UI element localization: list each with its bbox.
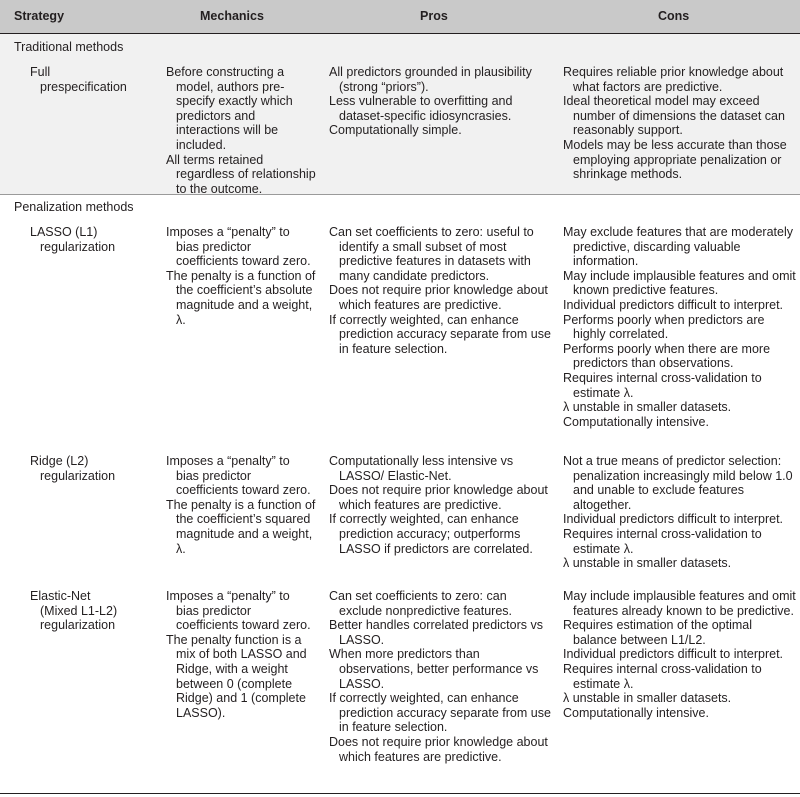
header-mechanics: Mechanics xyxy=(200,9,264,23)
cons-item: Requires internal cross-validation to estimate λ. xyxy=(563,526,762,556)
mechanics-cell xyxy=(166,589,316,720)
cons-item: May exclude features that are moderately predictive, discarding valuable information. xyxy=(563,225,793,269)
mechanics-cell xyxy=(166,454,316,556)
cons-item: Requires internal cross-validation to estimate λ. xyxy=(563,370,762,400)
mechanics-item: The penalty is a function of the coefficient’s squared magnitude and a weight, λ. xyxy=(166,497,316,556)
strategy-line: prespecification xyxy=(40,79,127,94)
mechanics-item: Imposes a “penalty” to bias predictor coefficients toward zero. xyxy=(166,589,311,633)
cons-item: Ideal theoretical model may exceed number of dimensions the dataset can reasonably support. xyxy=(563,94,785,138)
cons-item: Performs poorly when there are more predictors than observations. xyxy=(563,341,771,371)
strategy-cell xyxy=(30,589,155,633)
section-divider xyxy=(0,194,800,195)
pros-item: Better handles correlated predictors vs LASSO. xyxy=(329,618,543,647)
mechanics-item: Imposes a “penalty” to bias predictor coefficients toward zero. xyxy=(166,454,311,498)
strategy-line: regularization xyxy=(40,468,116,483)
mechanics-item: All terms retained regardless of relationship to the outcome. xyxy=(166,152,316,196)
cons-item: Individual predictors difficult to interpret. xyxy=(563,297,784,312)
cons-cell xyxy=(563,454,799,571)
strategy-cell xyxy=(30,454,155,483)
cons-item: Requires internal cross-validation to estimate λ. xyxy=(563,661,762,691)
header-pros: Pros xyxy=(420,9,448,23)
strategy-cell xyxy=(30,65,155,94)
header-cons: Cons xyxy=(658,9,690,23)
cons-item: Not a true means of predictor selection: penalization increasingly mild below 1.0 and unable to exclude features altogether. xyxy=(563,454,793,512)
pros-item: Can set coefficients to zero: useful to identify a small subset of most predictive features in datasets with many candidate predictors. xyxy=(329,225,534,283)
strategy-line: (Mixed L1-L2) xyxy=(40,603,118,618)
cons-cell xyxy=(563,225,799,429)
cons-item: Computationally intensive. xyxy=(563,414,709,429)
cons-item: Computationally intensive. xyxy=(563,705,709,720)
section-title-penalization: Penalization methods xyxy=(14,200,134,214)
pros-item: Less vulnerable to overfitting and dataset-specific idiosyncrasies. xyxy=(329,94,513,123)
table-bottom-rule xyxy=(0,793,800,794)
cons-item: May include implausible features and omit features already known to be predictive. xyxy=(563,589,796,618)
pros-item: If correctly weighted, can enhance prediction accuracy separate from use in feature selection. xyxy=(329,691,551,735)
section-title-traditional: Traditional methods xyxy=(14,40,124,54)
cons-item: Models may be less accurate than those employing appropriate penalization or shrinkage methods. xyxy=(563,137,787,182)
pros-item: Computationally less intensive vs LASSO/ Elastic-Net. xyxy=(329,454,514,483)
table-header xyxy=(0,0,800,34)
pros-item: When more predictors than observations, better performance vs LASSO. xyxy=(329,647,539,691)
cons-item: Performs poorly when predictors are highly correlated. xyxy=(563,312,765,342)
header-strategy: Strategy xyxy=(14,9,65,23)
cons-cell xyxy=(563,589,799,720)
cons-item: Requires reliable prior knowledge about what factors are predictive. xyxy=(563,65,784,94)
mechanics-cell xyxy=(166,65,316,196)
strategy-line: LASSO (L1) xyxy=(30,225,98,239)
pros-item: Computationally simple. xyxy=(329,123,462,138)
cons-item: May include implausible features and omit known predictive features. xyxy=(563,268,796,298)
strategy-line: regularization xyxy=(40,618,116,633)
mechanics-item: Imposes a “penalty” to bias predictor coefficients toward zero. xyxy=(166,225,311,269)
pros-item: Can set coefficients to zero: can exclude nonpredictive features. xyxy=(329,589,513,618)
pros-item: If correctly weighted, can enhance prediction accuracy; outperforms LASSO if predictors are correlated. xyxy=(329,512,533,556)
strategy-line: Full xyxy=(30,65,51,79)
strategy-cell xyxy=(30,225,155,254)
cons-item: λ unstable in smaller datasets. xyxy=(563,556,732,571)
cons-item: Requires estimation of the optimal balance between L1/L2. xyxy=(563,618,752,647)
mechanics-item: The penalty function is a mix of both LASSO and Ridge, with a weight between 0 (complete Ridge) and 1 (complete LASSO). xyxy=(166,632,307,720)
pros-cell xyxy=(329,65,551,138)
pros-item: Does not require prior knowledge about which features are predictive. xyxy=(329,734,548,764)
pros-item: Does not require prior knowledge about which features are predictive. xyxy=(329,283,548,312)
cons-item: λ unstable in smaller datasets. xyxy=(563,400,732,415)
pros-item: Does not require prior knowledge about which features are predictive. xyxy=(329,483,548,512)
cons-item: Individual predictors difficult to interpret. xyxy=(563,647,784,662)
cons-item: Individual predictors difficult to interpret. xyxy=(563,512,784,527)
strategy-line: regularization xyxy=(40,239,116,254)
mechanics-cell xyxy=(166,225,316,327)
pros-cell xyxy=(329,225,551,356)
mechanics-item: The penalty is a function of the coefficient’s absolute magnitude and a weight, λ. xyxy=(166,268,316,327)
cons-item: λ unstable in smaller datasets. xyxy=(563,691,732,706)
cons-cell xyxy=(563,65,799,182)
pros-cell xyxy=(329,589,551,764)
pros-item: All predictors grounded in plausibility (strong “priors”). xyxy=(329,65,532,94)
strategy-line: Elastic-Net xyxy=(30,589,91,603)
strategy-line: Ridge (L2) xyxy=(30,454,89,468)
pros-item: If correctly weighted, can enhance prediction accuracy separate from use in feature selection. xyxy=(329,312,551,356)
pros-cell xyxy=(329,454,551,556)
mechanics-item: Before constructing a model, authors pre-specify exactly which predictors and interactions will be included. xyxy=(166,65,293,152)
